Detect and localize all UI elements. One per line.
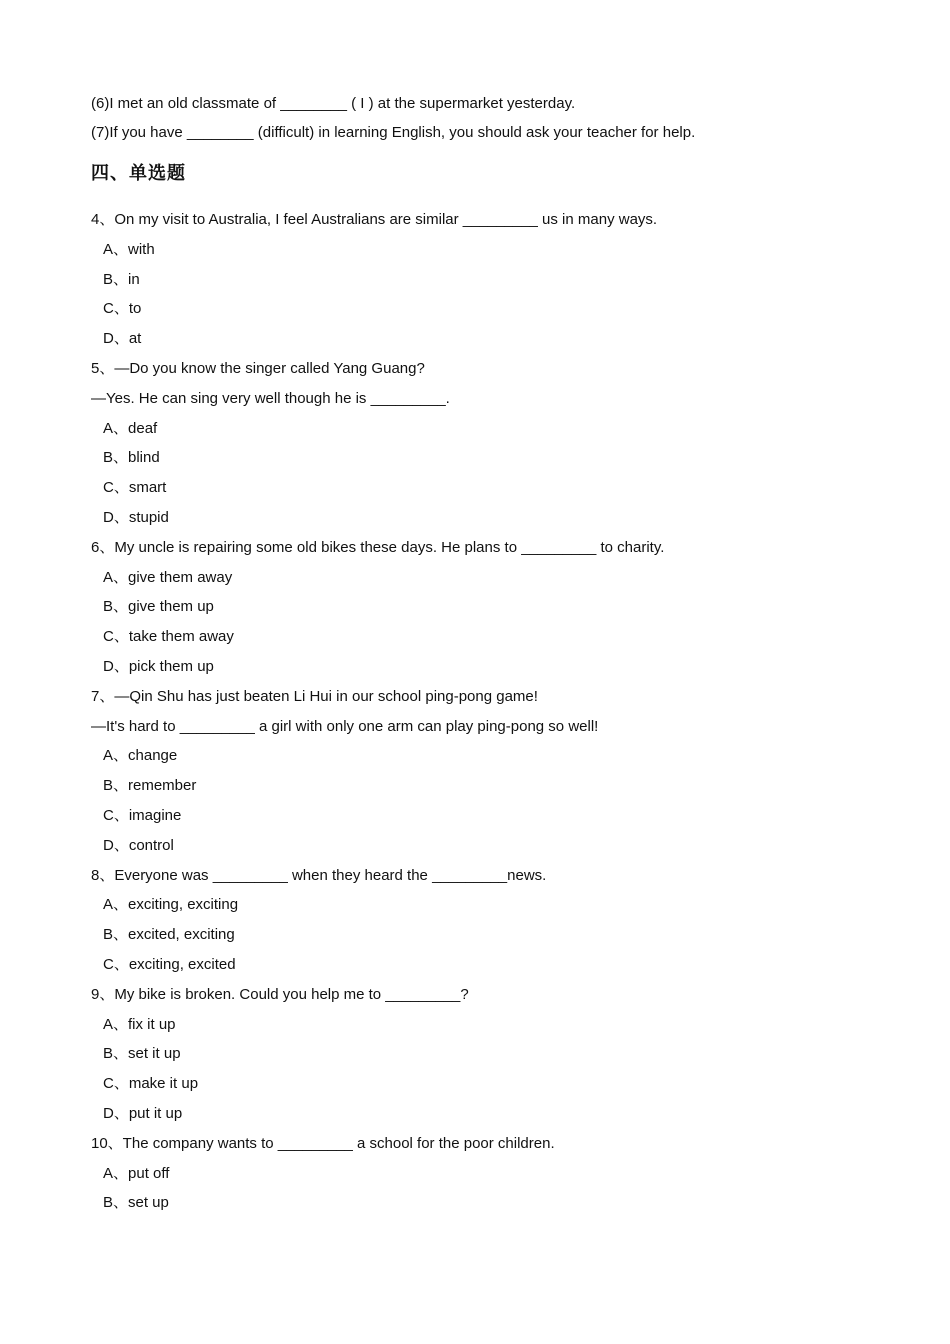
option-c: C、make it up	[103, 1075, 199, 1093]
question-4	[91, 208, 891, 357]
question-stem: 4、On my visit to Australia, I feel Australians are similar _________ us in many ways.	[91, 211, 658, 228]
question-6	[91, 536, 891, 685]
question-stem-reply: —It's hard to _________ a girl with only one arm can play ping-pong so well!	[91, 717, 599, 735]
option-a: A、exciting, exciting	[103, 896, 239, 914]
option-c: C、take them away	[103, 628, 234, 646]
question-7	[91, 685, 891, 864]
question-8	[91, 864, 891, 983]
option-c: C、exciting, excited	[103, 955, 236, 973]
option-d: D、control	[103, 836, 174, 854]
option-b: B、set it up	[103, 1045, 181, 1063]
question-stem: 9、My bike is broken. Could you help me to _________?	[91, 985, 469, 1003]
question-stem-reply: —Yes. He can sing very well though he is _________.	[91, 389, 450, 407]
question-9	[91, 983, 891, 1132]
option-d: D、stupid	[103, 508, 169, 526]
question-stem: 8、Everyone was _________ when they heard the _________news.	[91, 866, 547, 884]
question-10	[91, 1132, 891, 1221]
option-b: B、set up	[103, 1194, 169, 1212]
option-b: B、in	[103, 270, 140, 288]
option-a: A、give them away	[103, 568, 233, 586]
question-stem: 5、—Do you know the singer called Yang Guang?	[91, 359, 425, 377]
option-a: A、put off	[103, 1164, 170, 1182]
question-stem: 6、My uncle is repairing some old bikes these days. He plans to _________ to charity.	[91, 538, 665, 556]
option-b: B、remember	[103, 777, 197, 795]
fill-blank-7: (7)If you have ________ (difficult) in learning English, you should ask your teacher for help.	[91, 124, 696, 141]
option-b: B、give them up	[103, 598, 214, 616]
option-d: D、at	[103, 330, 142, 348]
question-stem: 7、—Qin Shu has just beaten Li Hui in our school ping-pong game!	[91, 687, 538, 705]
option-c: C、to	[103, 300, 142, 318]
question-stem: 10、The company wants to _________ a school for the poor children.	[91, 1134, 555, 1152]
option-c: C、smart	[103, 479, 167, 497]
section-title: 四、单选题	[91, 163, 186, 184]
question-5	[91, 357, 891, 536]
option-a: A、fix it up	[103, 1015, 176, 1033]
option-a: A、with	[103, 240, 155, 258]
document-page	[91, 92, 891, 1221]
option-a: A、deaf	[103, 419, 158, 437]
option-b: B、excited, exciting	[103, 926, 235, 944]
option-b: B、blind	[103, 449, 160, 467]
fill-blank-6: (6)I met an old classmate of ________ ( I ) at the supermarket yesterday.	[91, 95, 576, 112]
option-d: D、put it up	[103, 1104, 183, 1122]
option-c: C、imagine	[103, 806, 182, 824]
option-d: D、pick them up	[103, 657, 214, 675]
option-a: A、change	[103, 747, 178, 765]
